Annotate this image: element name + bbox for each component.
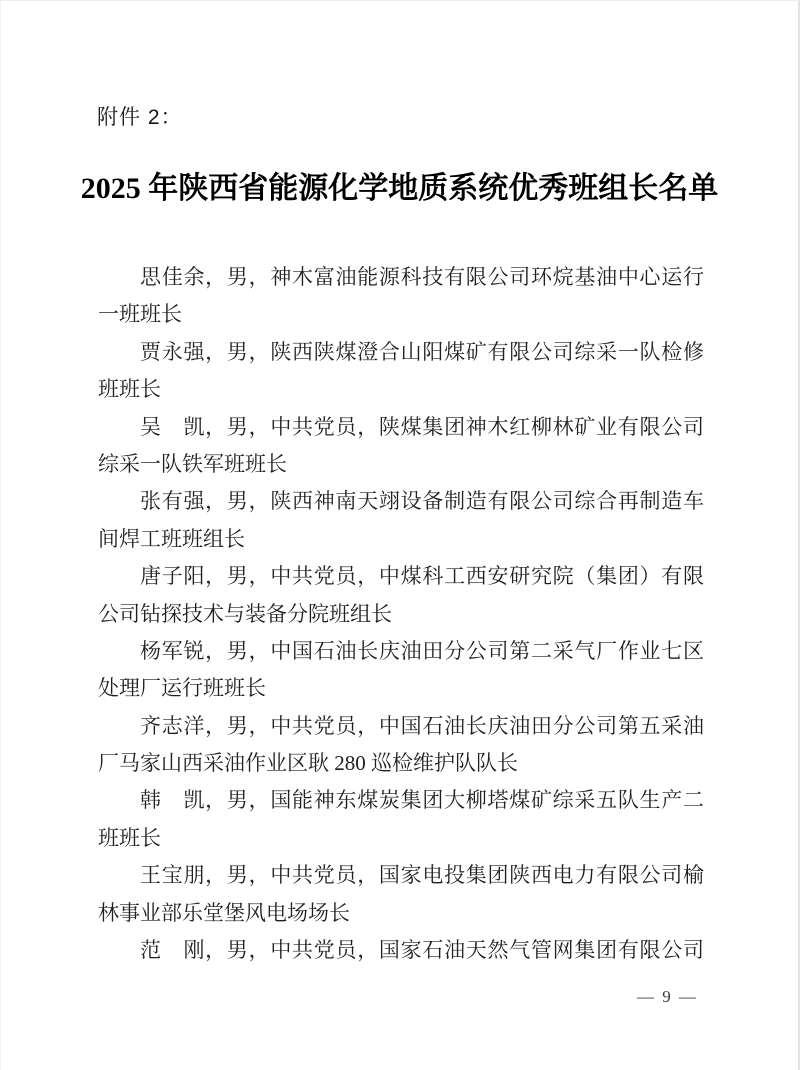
- page-number: — 9 —: [637, 987, 698, 1006]
- roster-line: 唐子阳，男，中共党员，中煤科工西安研究院（集团）有限: [140, 564, 704, 589]
- roster-entry: [98, 857, 704, 932]
- roster-line: 综采一队铁军班班长: [98, 451, 287, 476]
- roster-line: 林事业部乐堂堡风电场场长: [98, 900, 350, 925]
- roster-line: 王宝朋，男，中共党员，国家电投集团陕西电力有限公司榆: [140, 863, 704, 888]
- roster-line: 公司钻探技术与装备分院班组长: [98, 601, 392, 626]
- roster-line: 韩 凯，男，国能神东煤炭集团大柳塔煤矿综采五队生产二: [140, 788, 704, 813]
- roster-line: 一班班长: [98, 302, 182, 327]
- roster-line: 杨军锐，男，中国石油长庆油田分公司第二采气厂作业七区: [140, 638, 704, 663]
- roster-line: 思佳余，男，神木富油能源科技有限公司环烷基油中心运行: [140, 265, 704, 289]
- roster-line: 张有强，男，陕西神南天翊设备制造有限公司综合再制造车: [140, 489, 704, 514]
- roster-list: [98, 259, 704, 969]
- roster-line: 班班长: [98, 377, 161, 402]
- roster-entry: [98, 334, 704, 409]
- roster-line: 吴 凯，男，中共党员，陕煤集团神木红柳林矿业有限公司: [140, 414, 704, 439]
- roster-line: 班班长: [98, 825, 161, 850]
- roster-entry: [98, 483, 704, 558]
- roster-line: 范 刚，男，中共党员，国家石油天然气管网集团有限公司: [140, 938, 704, 963]
- roster-line: 间焊工班班组长: [98, 526, 245, 551]
- roster-line: 处理厂运行班班长: [98, 676, 266, 701]
- roster-line: 贾永强，男，陕西陕煤澄合山阳煤矿有限公司综采一队检修: [140, 339, 704, 364]
- roster-entry: [98, 782, 704, 857]
- roster-entry: [98, 708, 704, 783]
- roster-entry: [98, 259, 704, 334]
- roster-entry: [98, 932, 704, 969]
- document-title: 2025 年陕西省能源化学地质系统优秀班组长名单: [80, 172, 719, 205]
- roster-entry: [98, 558, 704, 633]
- roster-line: 厂马家山西采油作业区耿 280 巡检维护队队长: [98, 751, 518, 776]
- roster-entry: [98, 633, 704, 708]
- roster-line: 齐志洋，男，中共党员，中国石油长庆油田分公司第五采油: [140, 713, 704, 738]
- roster-entry: [98, 409, 704, 484]
- attachment-label: 附件 2：: [97, 106, 183, 129]
